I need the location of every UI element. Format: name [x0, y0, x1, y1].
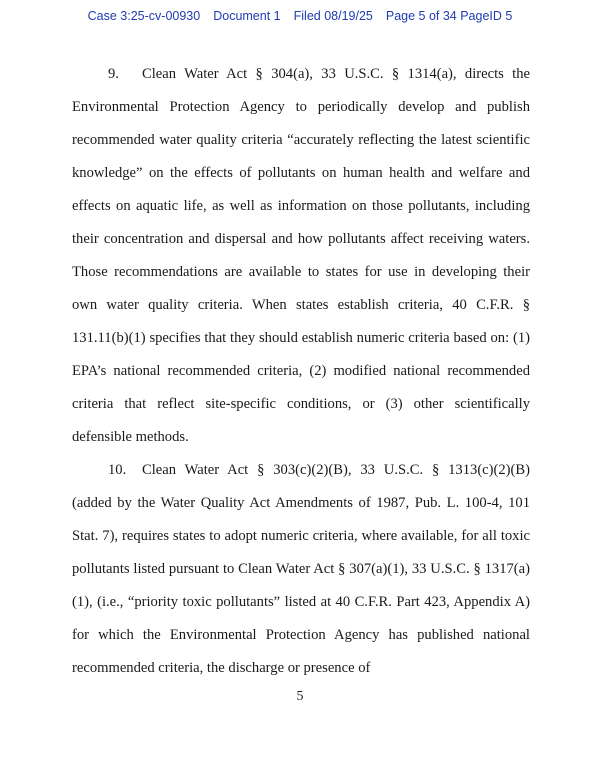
page-id: Page 5 of 34 PageID 5 [385, 9, 513, 23]
court-filing-header [0, 9, 600, 23]
document-number: Document 1 [213, 9, 281, 23]
paragraph-number: 9. [108, 66, 119, 82]
paragraph-text: Clean Water Act § 304(a), 33 U.S.C. § 1314(a), directs the Environmental Protection Agency to periodically develop and publish recommended water quality criteria “accurately reflecting the latest scientific knowledge” on the effects of pollutants on human health and welfare and effects on aquatic life, as well as information on those pollutants, including their concentration and dispersal and how pollutants affect receiving waters. Those recommendations are available to states for use in developing their own water quality criteria. When states establish criteria, 40 C.F.R. § 131.11(b)(1) specifies that they should establish numeric criteria based on: (1) EPA’s national recommended criteria, (2) modified national recommended criteria that reflect site-specific conditions, or (3) other scientifically defensible methods. [72, 66, 530, 445]
paragraph-10 [72, 454, 530, 685]
case-number: Case 3:25-cv-00930 [87, 9, 201, 23]
paragraph-text: Clean Water Act § 303(c)(2)(B), 33 U.S.C. § 1313(c)(2)(B) (added by the Water Quality Act Amendments of 1987, Pub. L. 100-4, 101 Stat. 7), requires states to adopt numeric criteria, where available, for all toxic pollutants listed pursuant to Clean Water Act § 307(a)(1), 33 U.S.C. § 1317(a)(1), (i.e., “priority toxic pollutants” listed at 40 C.F.R. Part 423, Appendix A) for which the Environmental Protection Agency has published national recommended criteria, the discharge or presence of [72, 462, 530, 676]
page-number: 5 [296, 689, 304, 704]
paragraph-9 [72, 58, 530, 454]
document-body [72, 58, 530, 685]
filed-date: Filed 08/19/25 [293, 9, 373, 23]
paragraph-number: 10. [108, 462, 127, 478]
